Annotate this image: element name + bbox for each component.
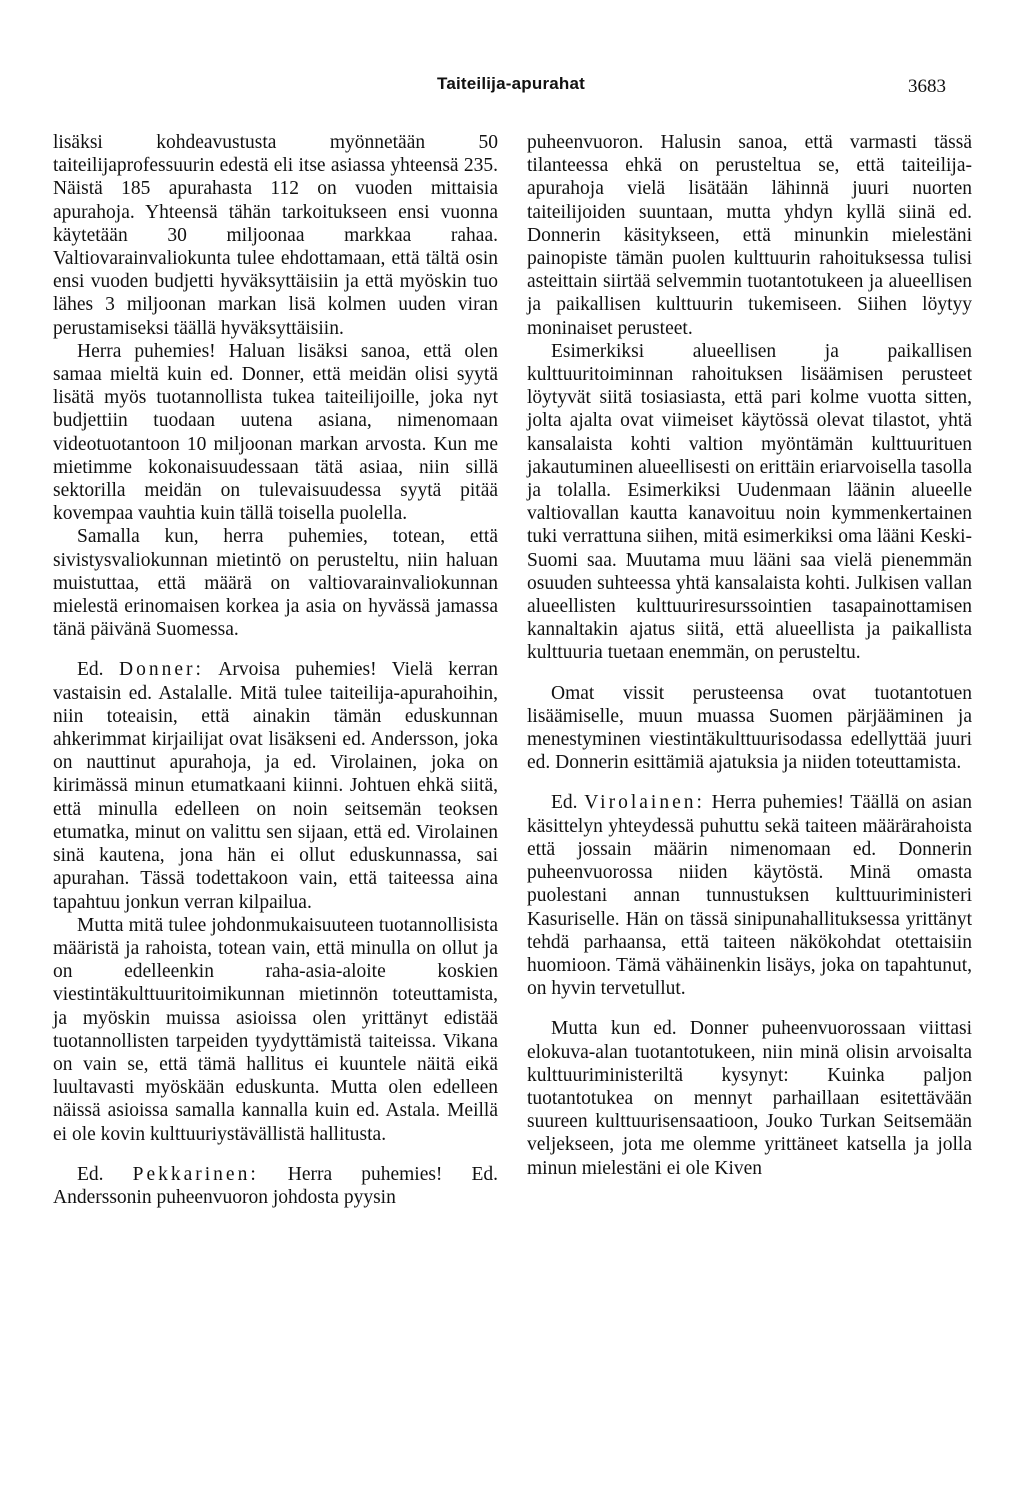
speech-paragraph — [53, 658, 498, 913]
paragraph: Mutta kun ed. Donner puheenvuorossaan viittasi elokuva-alan tuotantotukeen, niin minä olisin arvoisalta kulttuuriministeriltä kysynyt: Kuinka paljon tuotantotukea on mennyt parhaillaan esitettävään suureen kulttuurisensaatioon, Jouko Turkan Seitsemään veljekseen, jota me olemme yrittäneet katsella ja jolla minun mielestäni ei ole Kiven — [527, 1018, 972, 1179]
speech-text: Herra puhemies! Ed. Anderssonin puheenvuoron johdosta pyysin — [53, 1163, 499, 1208]
speech-text: Arvoisa puhemies! Vielä kerran vastaisin ed. Astalalle. Mitä tulee taiteilija-apurahoihin, niin toteaisin, että ainakin tämän eduskunnan ahkerimmat kirjailijat ovat lisäkseni ed. Andersson, joka on nauttinut apurahoja, ja ed. Virolainen, joka on kirimässä minun etumatkaani kiinni. Johtuen ehkä siitä, että minulla edelleen on noin seitsemän teoksen etumatka, minut on valittu sen sijaan, että ed. Virolainen sinä kautena, jona hän ei ollut eduskunnassa, sai apurahan. Tässä todettakoon vain, että taiteessa aina tapahtuu jonkun verran kilpailua. — [53, 659, 499, 913]
speech-prefix: Ed. — [77, 659, 104, 681]
paragraph: Esimerkiksi alueellisen ja paikallisen kulttuuritoiminnan rahoituksen lisäämisen perusteet löytyvät siitä tosiasiasta, että pari kolme vuotta sitten, jolta ajalta ovat viimeiset käytössä olevat tilastot, yhtä kansalaista kohti valtion myöntämän kulttuurituen jakautuminen alueellisesti on erittäin eriarvoisella tasolla ja tolalla. Esimerkiksi Uudenmaan läänin alueelle valtiovallan kautta kanavoituu noin kymmenkertainen tuki verrattuna siihen, mitä esimerkiksi oma lääni Keski-Suomi saa. Muutama muu lääni saa vielä pienemmän osuuden suhteessa yhtä kansalaista kohti. Julkisen vallan alueellisten kulttuuriresurssointien tasapainottamisen kannaltakin ajatus siitä, että alueellista ja paikallista kulttuuria tuetaan enemmän, on perusteltu. — [527, 340, 972, 664]
speech-text: Herra puhemies! Täällä on asian käsittelyn yhteydessä puhuttu sekä taiteen määrärahoista että jossain määrin nimenomaan ed. Donnerin puheenvuorossa niiden käytöstä. Minä omasta puolestani annan tunnustuksen kulttuuriministeri Kasuriselle. Hän on tässä sinipunahallituksessa yrittänyt tehdä parhaansa, että taiteen näkökohdat otettaisiin huomioon. Tämä vähäinenkin lisäys, joka on tapahtunut, on hyvin tervetullut. — [527, 792, 973, 1000]
speech-paragraph — [53, 1163, 498, 1209]
right-column — [527, 131, 972, 1180]
page-number: 3683 — [908, 76, 946, 97]
paragraph: Samalla kun, herra puhemies, totean, että sivistysvaliokunnan mietintö on perusteltu, niin haluan muistuttaa, että määrä on valtiovarainvaliokunnan mielestä erinomaisen korkea ja asia on hyvässä jamassa tänä päivänä Suomessa. — [53, 526, 498, 641]
speaker-name: Pekkarinen: — [132, 1163, 259, 1185]
paragraph: Mutta mitä tulee johdonmukaisuuteen tuotannollisista määristä ja rahoista, totean vain, että minulla on ollut ja on edelleenkin raha-asia-aloite koskien viestintäkulttuuritoimikunnan mietinnön toteuttamista, ja myöskin muissa asioissa olen yrittänyt edistää tuotannollisten tarpeiden tyydyttämistä taiteissa. Vikana on vain se, että tämä hallitus ei kuuntele näitä eikä luultavasti myöskään eduskunta. Mutta olen edelleen näissä asioissa samalla kannalla kuin ed. Astala. Meillä ei ole kovin kulttuuriystävällistä hallitusta. — [53, 914, 498, 1145]
paragraph: lisäksi kohdeavustusta myönnetään 50 taiteilijaprofessuurin edestä eli itse asiassa yhteensä 235. Näistä 185 apurahasta 112 on vuoden mittaisia apurahoja. Yhteensä tähän tarkoitukseen ensi vuonna käytetään 30 miljoonaa markkaa rahaa. Valtiovarainvaliokunta tulee ehdottamaan, että tältä osin ensi vuoden budjetti hyväksyttäisiin ja että myöskin tuo lähes 3 miljoonan markan lisä kolmen uuden viran perustamiseksi täällä hyväksyttäisiin. — [53, 132, 498, 339]
running-title: Taiteilija-apurahat — [437, 74, 586, 93]
paragraph: Omat vissit perusteensa ovat tuotantotuen lisäämiselle, muun muassa Suomen pärjääminen ja menestyminen viestintäkulttuurisodassa edellyttää juuri ed. Donnerin esittämiä ajatuksia ja niiden toteuttamista. — [527, 682, 972, 774]
speech-paragraph — [527, 791, 972, 1000]
speaker-name: Donner: — [118, 659, 204, 681]
speech-prefix: Ed. — [77, 1163, 104, 1185]
speech-prefix: Ed. — [551, 792, 578, 814]
paragraph: Herra puhemies! Haluan lisäksi sanoa, että olen samaa mieltä kuin ed. Donner, että meidän olisi syytä lisätä myös tuotannollista tukea taiteilijoille, joka nyt budjettiin tuodaan uutena asiana, nimenomaan videotuotantoon 10 miljoonan markan arvosta. Kun me mietimme kokonaisuudessaan tätä asiaa, niin sillä sektorilla meidän on tulevaisuudessa syytä pitää kovempaa vauhtia kuin tällä toisella puolella. — [53, 340, 498, 525]
left-column — [53, 131, 498, 1209]
paragraph: puheenvuoron. Halusin sanoa, että varmasti tässä tilanteessa ehkä on perusteltua se, että taiteilija-apurahoja vielä lisätään lähinnä juuri nuorten taiteilijoiden suuntaan, mutta yhdyn kyllä siinä ed. Donnerin käsitykseen, että minunkin mielestäni painopiste tämän puolen kulttuurin rahoituksessa tulisi asteittain siirtää selvemmin tuotantotukeen ja alueellisen ja paikallisen kulttuurin tukemiseen. Siihen löytyy moninaiset perusteet. — [527, 132, 972, 339]
speaker-name: Virolainen: — [584, 792, 705, 814]
